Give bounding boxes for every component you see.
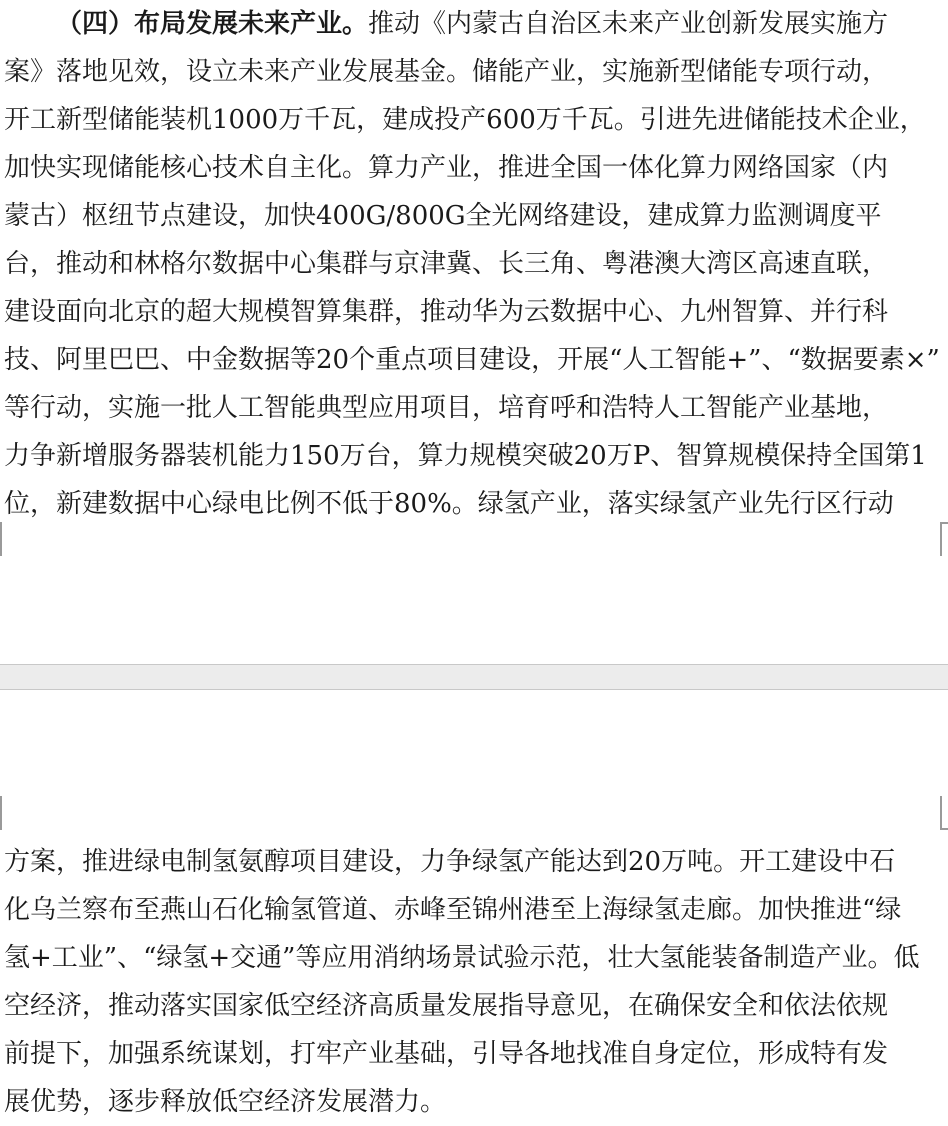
text-line: 化乌兰察布至燕山石化输氢管道、赤峰至锦州港至上海绿氢走廊。加快推进“绿 <box>4 895 902 925</box>
text-line: 加快实现储能核心技术自主化。算力产业，推进全国一体化算力网络国家（内 <box>4 153 889 183</box>
margin-corner-mark <box>0 796 2 830</box>
text-line: 前提下，加强系统谋划，打牢产业基础，引导各地找准自身定位，形成特有发 <box>4 1039 889 1069</box>
text-line: 位，新建数据中心绿电比例不低于80%。绿氢产业，落实绿氢产业先行区行动 <box>4 489 894 519</box>
margin-corner-mark <box>940 522 948 524</box>
text-line: 展优势，逐步释放低空经济发展潜力。 <box>4 1087 447 1117</box>
margin-corner-mark <box>940 796 942 830</box>
text-line: 力争新增服务器装机能力150万台，算力规模突破20万P、智算规模保持全国第1 <box>4 441 927 471</box>
section-heading: （四）布局发展未来产业。 <box>56 9 369 39</box>
text-line: 空经济，推动落实国家低空经济高质量发展指导意见，在确保安全和依法依规 <box>4 991 889 1021</box>
text-line: 等行动，实施一批人工智能典型应用项目，培育呼和浩特人工智能产业基地， <box>4 393 889 423</box>
text-line: 案》落地见效，设立未来产业发展基金。储能产业，实施新型储能专项行动， <box>4 57 889 87</box>
heading-continuation: 推动《内蒙古自治区未来产业创新发展实施方 <box>368 9 889 39</box>
margin-corner-mark <box>940 828 948 830</box>
document-page-2 <box>0 690 948 1117</box>
text-line: 氢+工业”、“绿氢+交通”等应用消纳场景试验示范，壮大氢能装备制造产业。低 <box>4 943 920 973</box>
text-line: 台，推动和林格尔数据中心集群与京津冀、长三角、粤港澳大湾区高速直联， <box>4 249 889 279</box>
text-line: 开工新型储能装机1000万千瓦，建成投产600万千瓦。引进先进储能技术企业， <box>4 105 926 135</box>
text-line: 建设面向北京的超大规模智算集群，推动华为云数据中心、九州智算、并行科 <box>4 297 889 327</box>
text-line: 方案，推进绿电制氢氨醇项目建设，力争绿氢产能达到20万吨。开工建设中石 <box>4 847 896 877</box>
text-line: 蒙古）枢纽节点建设，加快400G/800G全光网络建设，建成算力监测调度平 <box>4 201 882 231</box>
paragraph-heading-line <box>56 0 888 48</box>
page-break-gap <box>0 664 948 690</box>
margin-corner-mark <box>940 522 942 556</box>
margin-corner-mark <box>0 522 2 556</box>
text-line: 技、阿里巴巴、中金数据等20个重点项目建设，开展“人工智能+”、“数据要素×” <box>4 345 940 375</box>
